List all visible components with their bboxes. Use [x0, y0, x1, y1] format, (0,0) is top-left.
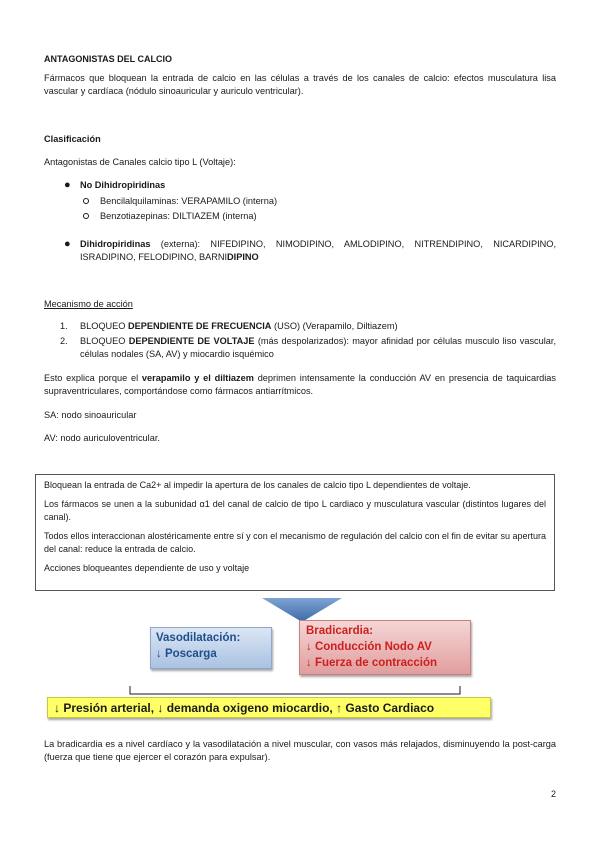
vasodilatation-title: Vasodilatación:	[156, 632, 241, 644]
list-item-text: (externa): NIFEDIPINO, NIMODIPINO, AMLODIPINO, NITRENDIPINO, NICARDIPINO, ISRADIPINO, FELODIPINO, BARNI	[80, 239, 556, 263]
summary-paragraph: Todos ellos interaccionan alostéricamente entre sí y con el mecanismo de regulación del calcio con el fin de evitar su apertura del canal: reduce la entrada de calcio.	[44, 531, 546, 555]
bracket-connector	[129, 686, 461, 696]
list-subitem: Benzotiazepinas: DILTIAZEM (interna)	[100, 211, 257, 221]
list-item-no-dhp	[80, 179, 165, 192]
summary-paragraph: Bloquean la entrada de Ca2+ al impedir la apertura de los canales de calcio tipo L dependientes de voltaje.	[44, 480, 471, 490]
item-pre: BLOQUEO	[80, 336, 129, 346]
bradicardia-title: Bradicardia:	[306, 625, 374, 637]
bullet-icon: ●	[64, 238, 71, 250]
intro-paragraph: Fármacos que bloquean la entrada de calcio en las células a través de los canales de calcio: efectos musculatura lisa vascular y cardíaca (nódulo sinoauricular y auriculo ventricular).	[44, 73, 556, 97]
result-box: ↓ Presión arterial, ↓ demanda oxigeno miocardio, ↑ Gasto Cardiaco	[47, 697, 491, 718]
list-item-label: No Dihidropiridinas	[80, 180, 166, 190]
list-number: 2.	[60, 336, 68, 346]
page-title: ANTAGONISTAS DEL CALCIO	[44, 54, 172, 64]
summary-box	[35, 474, 555, 591]
text: Esto explica porque el	[44, 373, 142, 383]
list-item-text-bold: DIPINO	[227, 252, 259, 263]
summary-paragraph: Los fármacos se unen a la subunidad α1 del canal de calcio de tipo L cardiaco y musculatura vascular (distintos lugares del canal).	[44, 499, 546, 523]
poscarga-item: ↓ Poscarga	[156, 648, 217, 661]
mecanismo-item	[80, 335, 556, 362]
list-item-label: Dihidropiridinas	[80, 239, 151, 249]
circle-bullet-icon	[83, 198, 89, 204]
item-bold: DEPENDIENTE DE VOLTAJE	[128, 336, 255, 346]
section-heading-mecanismo: Mecanismo de acción	[44, 299, 133, 309]
item-bold: DEPENDIENTE DE FRECUENCIA	[128, 321, 272, 331]
sa-definition: SA: nodo sinoauricular	[44, 410, 137, 420]
explica-paragraph	[44, 372, 556, 399]
fuerza-item: ↓ Fuerza de contracción	[306, 657, 438, 670]
text: deprimen intensamente la conducción AV en presencia de taquicardias supraventriculares, comportándose como fármacos antiarrítmicos.	[44, 373, 557, 397]
page-number: 2	[551, 789, 557, 799]
item-post: (USO) (Verapamilo, Diltiazem)	[271, 321, 398, 331]
clasificacion-intro: Antagonistas de Canales calcio tipo L (Voltaje):	[44, 157, 236, 167]
bradicardia-box	[299, 620, 471, 675]
list-number: 1.	[60, 321, 68, 331]
text-bold: verapamilo y el diltiazem	[141, 373, 254, 383]
circle-bullet-icon	[83, 213, 89, 219]
final-paragraph: La bradicardia es a nivel cardíaco y la vasodilatación a nivel muscular, con vasos más relajados, disminuyendo la post-carga (fuerza que tiene que ejercer el corazón para expulsar).	[44, 739, 556, 763]
mecanismo-item	[80, 320, 398, 333]
list-item-dhp	[80, 238, 556, 265]
bullet-icon: ●	[64, 179, 71, 191]
av-definition: AV: nodo auriculoventricular.	[44, 433, 160, 443]
vasodilatation-box	[150, 627, 272, 669]
list-subitem: Bencilalquilaminas: VERAPAMILO (interna)	[100, 196, 278, 206]
summary-paragraph: Acciones bloqueantes dependiente de uso y voltaje	[44, 563, 250, 574]
item-post: (más despolarizados): mayor afinidad por células musculo liso vascular, células nodales (SA, AV) y miocardio isquémico	[80, 336, 557, 360]
conduccion-item: ↓ Conducción Nodo AV	[306, 641, 432, 654]
item-pre: BLOQUEO	[80, 321, 128, 331]
section-heading-clasificacion: Clasificación	[44, 134, 101, 144]
